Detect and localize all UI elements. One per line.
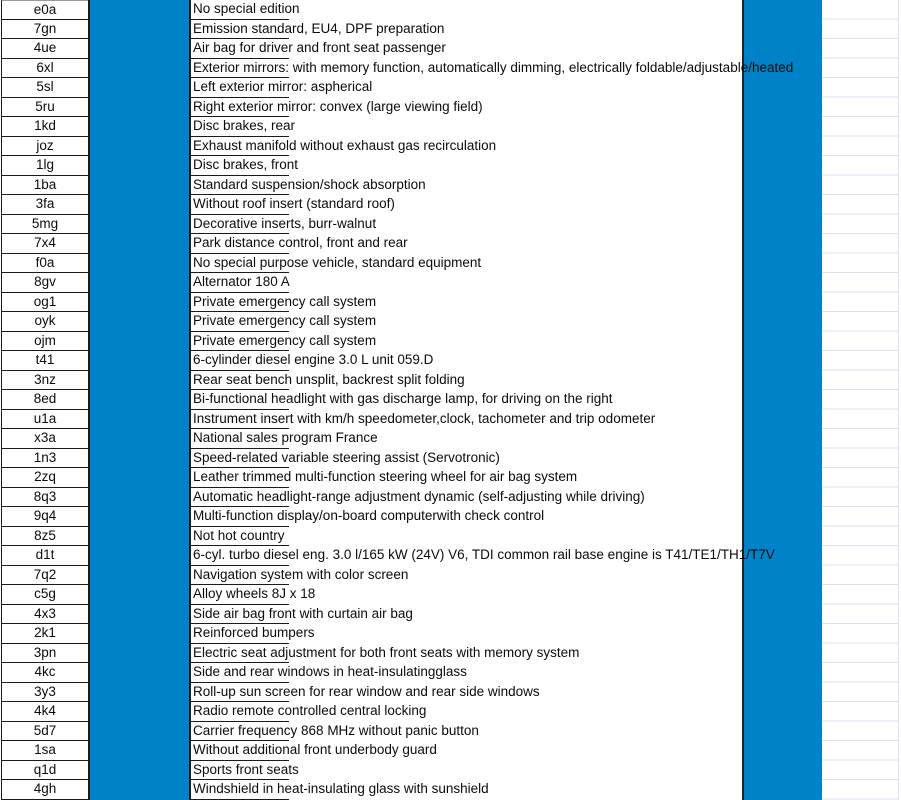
code-text: 3fa — [35, 196, 55, 211]
description-cell[interactable] — [191, 156, 299, 176]
description-cell[interactable] — [191, 390, 613, 410]
code-cell[interactable] — [1, 273, 88, 293]
code-cell[interactable] — [1, 254, 88, 274]
table-row — [0, 605, 901, 625]
table-row — [0, 644, 901, 664]
code-text: 5sl — [36, 79, 54, 94]
description-text: Decorative inserts, burr-walnut — [193, 215, 377, 231]
code-cell[interactable] — [1, 644, 88, 664]
table-row — [0, 156, 901, 176]
description-cell[interactable] — [191, 663, 467, 683]
description-text: Bi-functional headlight with gas discharge lamp, for driving on the right — [193, 391, 613, 406]
description-text: Standard suspension/shock absorption — [193, 176, 426, 192]
code-cell[interactable] — [1, 429, 88, 449]
description-text: Private emergency call system — [193, 332, 377, 348]
description-text: Exhaust manifold without exhaust gas recirculation — [193, 137, 497, 153]
description-cell[interactable] — [191, 176, 426, 196]
table-row — [0, 78, 901, 98]
code-cell[interactable] — [1, 156, 88, 176]
description-cell[interactable] — [191, 20, 445, 40]
code-text: 8q3 — [33, 488, 57, 504]
description-cell[interactable] — [191, 117, 296, 137]
code-cell[interactable] — [1, 20, 88, 40]
description-text: Radio remote controlled central locking — [193, 703, 427, 718]
description-text: Instrument insert with km/h speedometer,clock, tachometer and trip odometer — [193, 410, 656, 426]
table-row — [0, 273, 901, 293]
code-cell[interactable] — [1, 78, 88, 98]
code-text: 4k4 — [34, 703, 56, 718]
description-text: Alternator 180 A — [193, 274, 290, 289]
table-row — [0, 663, 901, 683]
description-cell[interactable] — [191, 527, 289, 547]
description-text: Rear seat bench unsplit, backrest split folding — [193, 371, 465, 387]
description-cell[interactable] — [191, 683, 540, 703]
description-cell[interactable] — [191, 254, 482, 274]
table-row — [0, 254, 901, 274]
description-cell[interactable] — [191, 429, 378, 449]
code-cell[interactable] — [1, 527, 88, 547]
code-text: 3nz — [34, 371, 56, 387]
code-text: c5g — [34, 586, 56, 601]
description-text: No special edition — [193, 1, 300, 16]
code-text: ojm — [34, 332, 56, 348]
code-text: 5mg — [31, 215, 59, 231]
code-text: 4ue — [33, 40, 57, 55]
description-text: Without roof insert (standard roof) — [193, 196, 395, 211]
code-cell[interactable] — [1, 546, 88, 566]
code-cell[interactable] — [1, 488, 88, 508]
description-cell[interactable] — [191, 722, 479, 742]
description-text: Air bag for driver and front seat passenger — [193, 40, 446, 55]
code-cell[interactable] — [1, 371, 88, 391]
description-cell[interactable] — [191, 293, 377, 313]
table-row — [0, 722, 901, 742]
code-text: oyk — [34, 313, 56, 328]
description-cell[interactable] — [191, 488, 645, 508]
description-cell[interactable] — [191, 761, 299, 781]
description-cell[interactable] — [191, 273, 289, 293]
code-text: 7gn — [33, 20, 57, 36]
description-text: Not hot country — [193, 527, 285, 543]
description-text: 6-cylinder diesel engine 3.0 L unit 059.D — [193, 352, 434, 367]
table-row — [0, 566, 901, 586]
table-row — [0, 624, 901, 644]
table-row — [0, 507, 901, 527]
table-row — [0, 0, 901, 20]
description-text: Right exterior mirror: convex (large viewing field) — [193, 98, 483, 114]
code-text: 1n3 — [33, 449, 57, 465]
table-row — [0, 59, 901, 79]
description-text: Automatic headlight-range adjustment dynamic (self-adjusting while driving) — [193, 488, 645, 504]
code-cell[interactable] — [1, 585, 88, 605]
code-cell[interactable] — [1, 702, 88, 722]
code-cell[interactable] — [1, 351, 88, 371]
description-text: Without additional front underbody guard — [193, 742, 437, 757]
description-text: Exterior mirrors: with memory function, automatically dimming, electrically foldable/adjustable/heated — [193, 59, 794, 75]
description-text: Reinforced bumpers — [193, 625, 315, 640]
description-cell[interactable] — [191, 449, 500, 469]
code-cell[interactable] — [1, 468, 88, 488]
code-text: q1d — [33, 761, 57, 777]
code-text: 5d7 — [33, 722, 57, 738]
code-cell[interactable] — [1, 780, 88, 800]
code-cell[interactable] — [1, 741, 88, 761]
table-row — [0, 98, 901, 118]
code-cell[interactable] — [1, 390, 88, 410]
code-cell[interactable] — [1, 117, 88, 137]
code-text: 6xl — [36, 59, 54, 75]
code-cell[interactable] — [1, 332, 88, 352]
code-text: 8gv — [34, 274, 56, 289]
code-text: 4x3 — [34, 605, 56, 621]
code-text: 7q2 — [33, 566, 57, 582]
table-row — [0, 137, 901, 157]
description-text: Alloy wheels 8J x 18 — [193, 586, 316, 601]
description-text: Leather trimmed multi-function steering wheel for air bag system — [193, 469, 578, 484]
code-cell[interactable] — [1, 234, 88, 254]
code-cell[interactable] — [1, 566, 88, 586]
description-cell[interactable] — [191, 234, 408, 254]
description-text: Speed-related variable steering assist (Servotronic) — [193, 449, 500, 465]
table-row — [0, 20, 901, 40]
description-text: No special purpose vehicle, standard equipment — [193, 254, 482, 270]
table-row — [0, 488, 901, 508]
description-cell[interactable] — [191, 78, 373, 98]
code-cell[interactable] — [1, 176, 88, 196]
code-cell[interactable] — [1, 215, 88, 235]
code-text: 5ru — [35, 98, 55, 114]
code-text: 4kc — [34, 664, 56, 679]
code-cell[interactable] — [1, 624, 88, 644]
table-row — [0, 527, 901, 547]
code-text: 4gh — [33, 781, 57, 796]
code-cell[interactable] — [1, 663, 88, 683]
description-cell[interactable] — [191, 546, 775, 566]
description-cell[interactable] — [191, 624, 315, 644]
table-row — [0, 390, 901, 410]
description-cell[interactable] — [191, 702, 427, 722]
table-row — [0, 449, 901, 469]
table-row — [0, 410, 901, 430]
table-row — [0, 702, 901, 722]
description-text: Side and rear windows in heat-insulatingglass — [193, 664, 467, 679]
code-text: 2k1 — [34, 625, 56, 640]
code-cell[interactable] — [1, 605, 88, 625]
table-row — [0, 546, 901, 566]
description-text: Disc brakes, rear — [193, 118, 296, 133]
table-row — [0, 195, 901, 215]
description-text: National sales program France — [193, 430, 378, 445]
description-cell[interactable] — [191, 741, 437, 761]
code-cell[interactable] — [1, 98, 88, 118]
table-row — [0, 215, 901, 235]
description-text: Private emergency call system — [193, 293, 377, 309]
code-text: 1sa — [34, 742, 56, 757]
code-text: x3a — [34, 430, 56, 445]
description-cell[interactable] — [191, 332, 377, 352]
code-cell[interactable] — [1, 137, 88, 157]
description-text: Private emergency call system — [193, 313, 377, 328]
code-text: 3pn — [33, 644, 57, 660]
description-text: 6-cyl. turbo diesel eng. 3.0 l/165 kW (24V) V6, TDI common rail base engine is T41/TE1/TH1/T7V — [193, 547, 775, 562]
description-cell[interactable] — [191, 410, 656, 430]
description-text: Disc brakes, front — [193, 157, 299, 172]
description-text: Park distance control, front and rear — [193, 235, 408, 250]
code-text: e0a — [33, 2, 57, 17]
table-row — [0, 585, 901, 605]
code-cell[interactable] — [1, 410, 88, 430]
code-cell[interactable] — [1, 59, 88, 79]
description-cell[interactable] — [191, 0, 300, 20]
description-cell[interactable] — [191, 312, 377, 332]
description-cell[interactable] — [191, 371, 465, 391]
description-cell[interactable] — [191, 59, 794, 79]
description-text: Windshield in heat-insulating glass with sunshield — [193, 781, 489, 796]
description-cell[interactable] — [191, 605, 413, 625]
description-cell[interactable] — [191, 585, 316, 605]
code-cell[interactable] — [1, 312, 88, 332]
description-cell[interactable] — [191, 566, 409, 586]
description-cell[interactable] — [191, 98, 483, 118]
code-text: f0a — [35, 254, 55, 270]
table-row — [0, 351, 901, 371]
description-text: Carrier frequency 868 MHz without panic button — [193, 722, 479, 738]
code-cell[interactable] — [1, 722, 88, 742]
code-text: joz — [36, 137, 54, 153]
code-text: 3y3 — [34, 683, 56, 699]
code-text: u1a — [33, 410, 57, 426]
code-cell[interactable] — [1, 0, 88, 20]
code-cell[interactable] — [1, 507, 88, 527]
description-cell[interactable] — [191, 215, 377, 235]
table-row — [0, 39, 901, 59]
description-text: Electric seat adjustment for both front seats with memory system — [193, 644, 580, 660]
table-row — [0, 234, 901, 254]
code-text: og1 — [33, 293, 57, 309]
code-cell[interactable] — [1, 761, 88, 781]
description-cell[interactable] — [191, 780, 489, 800]
code-text: 8ed — [33, 391, 57, 406]
description-cell[interactable] — [191, 644, 580, 664]
description-text: Navigation system with color screen — [193, 566, 409, 582]
table-row — [0, 176, 901, 196]
description-cell[interactable] — [191, 195, 395, 215]
code-text: 9q4 — [33, 508, 57, 523]
code-text: 1kd — [34, 118, 56, 133]
code-cell[interactable] — [1, 449, 88, 469]
description-text: Emission standard, EU4, DPF preparation — [193, 20, 445, 36]
description-cell[interactable] — [191, 351, 434, 371]
description-cell[interactable] — [191, 137, 497, 157]
description-text: Left exterior mirror: aspherical — [193, 79, 373, 94]
table-row — [0, 371, 901, 391]
description-cell[interactable] — [191, 39, 446, 59]
code-text: 1ba — [33, 176, 57, 192]
code-cell[interactable] — [1, 39, 88, 59]
code-text: 2zq — [34, 469, 56, 484]
table-row — [0, 468, 901, 488]
table-row — [0, 741, 901, 761]
description-text: Multi-function display/on-board computerwith check control — [193, 508, 545, 523]
description-cell[interactable] — [191, 507, 545, 527]
table-row — [0, 332, 901, 352]
table-row — [0, 683, 901, 703]
code-text: 8z5 — [34, 527, 56, 543]
table-row — [0, 429, 901, 449]
code-cell[interactable] — [1, 195, 88, 215]
code-text: t41 — [35, 352, 55, 367]
code-cell[interactable] — [1, 293, 88, 313]
table-row — [0, 761, 901, 781]
table-row — [0, 780, 901, 800]
table-row — [0, 312, 901, 332]
description-text: Roll-up sun screen for rear window and rear side windows — [193, 683, 540, 699]
description-cell[interactable] — [191, 468, 578, 488]
description-text: Side air bag front with curtain air bag — [193, 605, 413, 621]
code-text: 7x4 — [34, 235, 56, 250]
code-text: 1lg — [35, 157, 54, 172]
table-row — [0, 117, 901, 137]
code-cell[interactable] — [1, 683, 88, 703]
description-text: Sports front seats — [193, 761, 299, 777]
table-row — [0, 293, 901, 313]
code-text: d1t — [35, 547, 55, 562]
